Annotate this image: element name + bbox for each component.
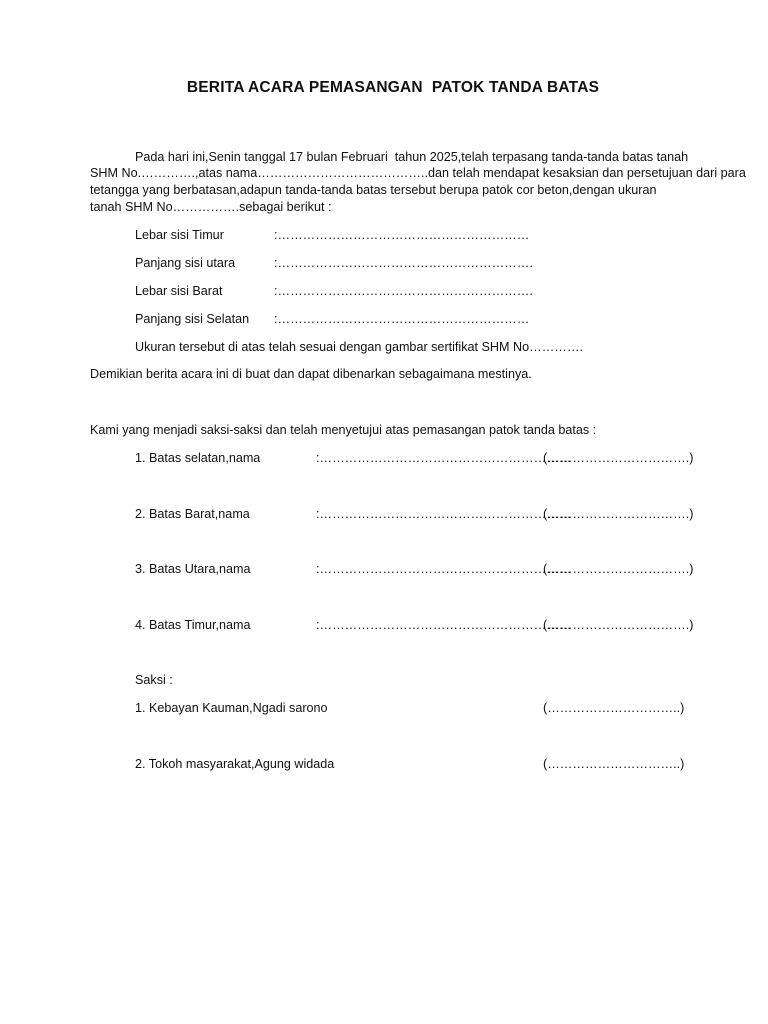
boundary-label: 2. Batas Barat,nama <box>135 507 250 521</box>
boundary-label: 1. Batas selatan,nama <box>135 451 261 465</box>
measurement-label: Lebar sisi Timur <box>135 228 224 242</box>
boundary-label: 3. Batas Utara,nama <box>135 562 251 576</box>
signature-field: (…………………………….) <box>543 562 694 576</box>
intro-line-2: SHM No.………….,atas nama…………………………………..dan telah mendapat kesaksian dan persetujuan dari para <box>90 166 746 180</box>
measurement-value: :…………………………………………………… <box>274 228 530 242</box>
measurement-value: :……………………………………………………. <box>274 284 533 298</box>
document-title: BERITA ACARA PEMASANGAN PATOK TANDA BATAS <box>186 79 600 96</box>
measurement-label: Lebar sisi Barat <box>135 284 223 298</box>
intro-line-1: Pada hari ini,Senin tanggal 17 bulan Februari tahun 2025,telah terpasang tanda-tanda batas tanah <box>135 150 689 164</box>
witness-label: 1. Kebayan Kauman,Ngadi sarono <box>135 701 328 715</box>
boundary-label: 4. Batas Timur,nama <box>135 618 251 632</box>
boundary-name-field: :…………………………………………………… <box>316 451 572 465</box>
measurement-value: :…………………………………………………… <box>274 312 530 326</box>
intro-line-3: tetangga yang berbatasan,adapun tanda-tanda batas tersebut berupa patok cor beton,dengan ukuran <box>90 183 657 197</box>
signature-field: (…………………………….) <box>543 507 694 521</box>
intro-line-4: tanah SHM No…………….sebagai berikut : <box>90 200 332 214</box>
boundary-name-field: :…………………………………………………… <box>316 618 572 632</box>
closing-statement: Demikian berita acara ini di buat dan dapat dibenarkan sebagaimana mestinya. <box>90 367 532 381</box>
boundary-name-field: :…………………………………………………… <box>316 562 572 576</box>
measurement-value: :……………………………………………………. <box>274 256 533 270</box>
conformity-statement: Ukuran tersebut di atas telah sesuai dengan gambar sertifikat SHM No…………. <box>135 340 583 354</box>
measurement-label: Panjang sisi utara <box>135 256 236 270</box>
signature-field: (…………………………..) <box>543 701 685 715</box>
signature-field: (…………………………….) <box>543 451 694 465</box>
witness-label: 2. Tokoh masyarakat,Agung widada <box>135 757 335 771</box>
signature-field: (…………………………….) <box>543 618 694 632</box>
witness-intro: Kami yang menjadi saksi-saksi dan telah menyetujui atas pemasangan patok tanda batas : <box>90 423 597 437</box>
witness-heading: Saksi : <box>135 673 173 687</box>
boundary-name-field: :…………………………………………………… <box>316 507 572 521</box>
signature-field: (…………………………..) <box>543 757 685 771</box>
measurement-label: Panjang sisi Selatan <box>135 312 250 326</box>
